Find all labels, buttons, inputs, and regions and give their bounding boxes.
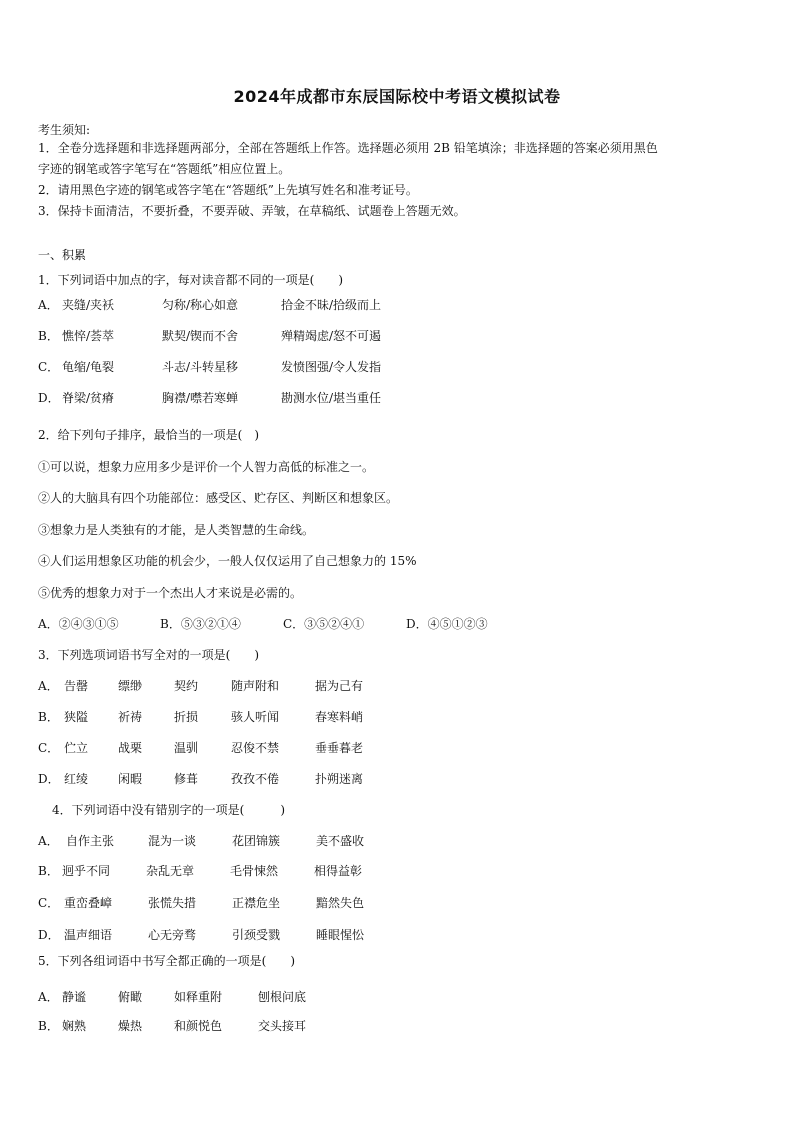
option-word: 心无旁骛 [148, 928, 197, 942]
option-letter: A． [38, 990, 59, 1004]
notice-item: 2．请用黑色字迹的钢笔或答字笔在“答题纸”上先填写姓名和准考证号。 [38, 183, 418, 197]
option-word: 正襟危坐 [232, 896, 281, 910]
question-2-option-c: C．③⑤②④① [283, 617, 365, 631]
option-letter: A． [38, 834, 59, 848]
notice-item: 3．保持卡面清洁，不要折叠，不要弄破、弄皱，在草稿纸、试题卷上答题无效。 [38, 204, 466, 218]
question-2-sentence: ②人的大脑具有四个功能部位：感受区、贮存区、判断区和想象区。 [38, 491, 399, 505]
option-word: 勘测水位/堪当重任 [281, 391, 382, 405]
option-word: 随声附和 [231, 679, 280, 693]
option-word: 春寒料峭 [315, 710, 364, 724]
option-letter: C． [38, 896, 60, 910]
option-word: 缥缈 [118, 679, 143, 693]
option-word: 匀称/称心如意 [162, 298, 239, 312]
option-word: 燥热 [118, 1019, 143, 1033]
option-word: 相得益彰 [314, 864, 363, 878]
option-word: 温声细语 [64, 928, 113, 942]
question-3-stem: 3．下列选项词语书写全对的一项是( ) [38, 648, 259, 662]
option-word: 静谧 [62, 990, 87, 1004]
option-word: 龟缩/龟裂 [62, 360, 115, 374]
option-word: 脊梁/贫瘠 [62, 391, 115, 405]
option-letter: B． [38, 710, 59, 724]
option-word: 据为己有 [315, 679, 364, 693]
question-5-stem: 5．下列各组词语中书写全都正确的一项是( ) [38, 954, 295, 968]
option-word: 迥乎不同 [62, 864, 111, 878]
notice-item: 字迹的钢笔或答字笔写在“答题纸”相应位置上。 [38, 162, 291, 176]
question-2-option-d: D．④⑤①②③ [406, 617, 488, 631]
page-title: 2024年成都市东辰国际校中考语文模拟试卷 [233, 87, 561, 106]
option-word: 契约 [174, 679, 199, 693]
option-word: 和颜悦色 [174, 1019, 223, 1033]
option-word: 重峦叠嶂 [64, 896, 113, 910]
notice-heading: 考生须知: [38, 123, 91, 137]
option-letter: D． [38, 391, 60, 405]
question-2-stem: 2．给下列句子排序，最恰当的一项是( ) [38, 428, 259, 442]
notice-item: 1．全卷分选择题和非选择题两部分，全部在答题纸上作答。选择题必须用 2B 铅笔填涂；非选择题的答案必须用黑色 [38, 141, 658, 155]
question-2-option-a: A．②④③①⑤ [38, 617, 119, 631]
option-word: 闲暇 [118, 772, 143, 786]
option-word: 俯瞰 [118, 990, 143, 1004]
option-word: 夹缝/夹袄 [62, 298, 115, 312]
option-word: 孜孜不倦 [231, 772, 280, 786]
option-word: 混为一谈 [148, 834, 197, 848]
option-letter: A． [38, 679, 59, 693]
option-word: 黯然失色 [316, 896, 365, 910]
option-letter: B． [38, 1019, 59, 1033]
option-word: 骇人听闻 [231, 710, 280, 724]
option-word: 杂乱无章 [146, 864, 195, 878]
option-word: 战栗 [118, 741, 143, 755]
section-heading: 一、积累 [38, 248, 87, 262]
option-word: 扑朔迷离 [315, 772, 364, 786]
option-word: 垂垂暮老 [315, 741, 364, 755]
option-letter: D． [38, 772, 60, 786]
option-word: 张慌失措 [148, 896, 197, 910]
option-word: 睡眼惺忪 [316, 928, 365, 942]
option-word: 胸襟/噤若寒蝉 [162, 391, 239, 405]
option-word: 交头接耳 [258, 1019, 307, 1033]
option-word: 引颈受戮 [232, 928, 281, 942]
option-word: 娴熟 [62, 1019, 87, 1033]
option-word: 斗志/斗转星移 [162, 360, 239, 374]
option-letter: C． [38, 360, 60, 374]
option-word: 伫立 [64, 741, 89, 755]
option-word: 刨根问底 [258, 990, 307, 1004]
option-word: 狭隘 [64, 710, 89, 724]
option-word: 温驯 [174, 741, 199, 755]
option-word: 拾金不昧/拾级而上 [281, 298, 382, 312]
option-word: 告罄 [64, 679, 89, 693]
option-letter: C． [38, 741, 60, 755]
question-2-option-b: B．⑤③②①④ [160, 617, 241, 631]
option-word: 美不盛收 [316, 834, 365, 848]
question-2-sentence: ③想象力是人类独有的才能，是人类智慧的生命线。 [38, 523, 315, 537]
option-word: 默契/锲而不舍 [162, 329, 239, 343]
option-word: 修葺 [174, 772, 199, 786]
option-letter: B． [38, 329, 59, 343]
question-1-stem: 1．下列词语中加点的字，每对读音都不同的一项是( ) [38, 273, 344, 287]
option-word: 发愤图强/令人发指 [281, 360, 382, 374]
option-word: 花团锦簇 [232, 834, 281, 848]
option-word: 忍俊不禁 [231, 741, 280, 755]
option-word: 红绫 [64, 772, 89, 786]
option-word: 如释重附 [174, 990, 223, 1004]
option-word: 祈祷 [118, 710, 143, 724]
option-word: 折损 [174, 710, 199, 724]
question-4-stem: 4．下列词语中没有错别字的一项是( ) [52, 803, 285, 817]
question-2-sentence: ⑤优秀的想象力对于一个杰出人才来说是必需的。 [38, 586, 303, 600]
option-letter: D． [38, 928, 60, 942]
option-letter: A． [38, 298, 59, 312]
option-word: 憔悴/荟萃 [62, 329, 115, 343]
question-2-sentence: ①可以说，想象力应用多少是评价一个人智力高低的标准之一。 [38, 460, 375, 474]
option-word: 殚精竭虑/怒不可遏 [281, 329, 382, 343]
question-2-sentence: ④人们运用想象区功能的机会少，一般人仅仅运用了自己想象力的 15% [38, 554, 417, 568]
option-letter: B． [38, 864, 59, 878]
option-word: 毛骨悚然 [230, 864, 279, 878]
option-word: 自作主张 [66, 834, 115, 848]
